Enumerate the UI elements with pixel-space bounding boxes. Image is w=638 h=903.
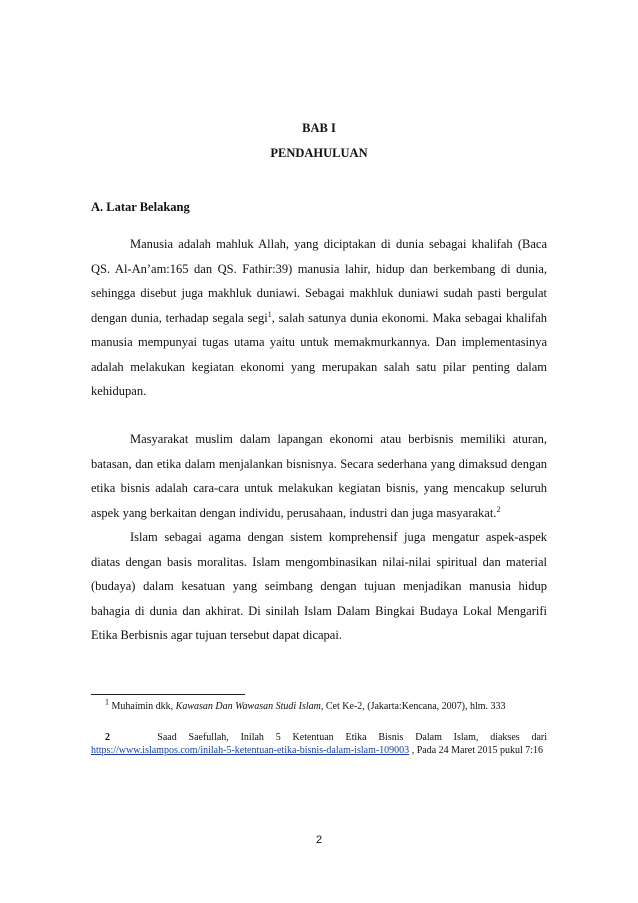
footnote-separator bbox=[91, 694, 245, 695]
footnote-1-rest: Cet Ke-2, (Jakarta:Kencana, 2007), hlm. 333 bbox=[325, 701, 506, 712]
footnote-2-number: 2 bbox=[105, 732, 110, 743]
footnote-2-rest: , Pada 24 Maret 2015 pukul 7:16 bbox=[411, 745, 544, 756]
footnote-2 bbox=[91, 731, 547, 757]
footnote-1-author: Muhaimin dkk, bbox=[111, 701, 174, 712]
paragraph-1-text-a: Manusia adalah mahluk Allah, yang diciptakan di dunia sebagai khalifah (Baca QS. Al-An’am:165 dan QS. Fathir:39) manusia lahir, hidup dan berkembang di dunia, sehingga disebut juga makhluk duniawi. Sebagai makhluk duniawi sudah pasti bergulat dengan dunia, terhadap segala segi bbox=[91, 237, 547, 325]
paragraph-1 bbox=[91, 232, 547, 404]
chapter-label: BAB I bbox=[302, 121, 336, 135]
paragraph-3: Islam sebagai agama dengan sistem komprehensif juga mengatur aspek-aspek diatas dengan basis moralitas. Islam mengombinasikan nilai-nilai spiritual dan material (budaya) dalam kesatuan yang seimbang dengan tujuan menjadikan manusia hidup bahagia di dunia dan akhirat. Di sinilah Islam Dalam Bingkai Budaya Lokal Mengarifi Etika Berbisnis agar tujuan tersebut dapat dicapai. bbox=[91, 530, 547, 642]
footnote-1-title: Kawasan Dan Wawasan Studi Islam, bbox=[175, 701, 324, 712]
chapter-title: PENDAHULUAN bbox=[270, 146, 368, 160]
page-number: 2 bbox=[315, 834, 323, 846]
footnote-ref-2: 2 bbox=[496, 504, 501, 514]
footnote-2-text: Saad Saefullah, Inilah 5 Ketentuan Etika Bisnis Dalam Islam, diakses dari bbox=[157, 732, 548, 743]
paragraph-2 bbox=[91, 427, 547, 525]
footnote-ref-1: 1 bbox=[267, 309, 272, 319]
section-title: A. Latar Belakang bbox=[91, 200, 190, 214]
paragraph-1-text-b: , salah satunya dunia ekonomi. Maka sebagai khalifah manusia mempunyai tugas utama yaitu untuk memakmurkannya. Dan implementasinya adalah melakukan kegiatan ekonomi yang merupakan salah satu pilar penting dalam kehidupan. bbox=[91, 310, 548, 398]
footnote-1 bbox=[91, 697, 547, 713]
footnote-1-number: 1 bbox=[105, 697, 109, 707]
paragraph-2-text: Masyarakat muslim dalam lapangan ekonomi atau berbisnis memiliki aturan, batasan, dan etika dalam menjalankan bisnisnya. Secara sederhana yang dimaksud dengan etika bisnis adalah cara-cara untuk melakukan kegiatan bisnis, yang mencakup seluruh aspek yang berkaitan dengan individu, perusahaan, industri dan juga masyarakat. bbox=[91, 432, 547, 520]
footnote-2-link[interactable]: https://www.islampos.com/inilah-5-ketentuan-etika-bisnis-dalam-islam-109003 bbox=[91, 745, 410, 756]
